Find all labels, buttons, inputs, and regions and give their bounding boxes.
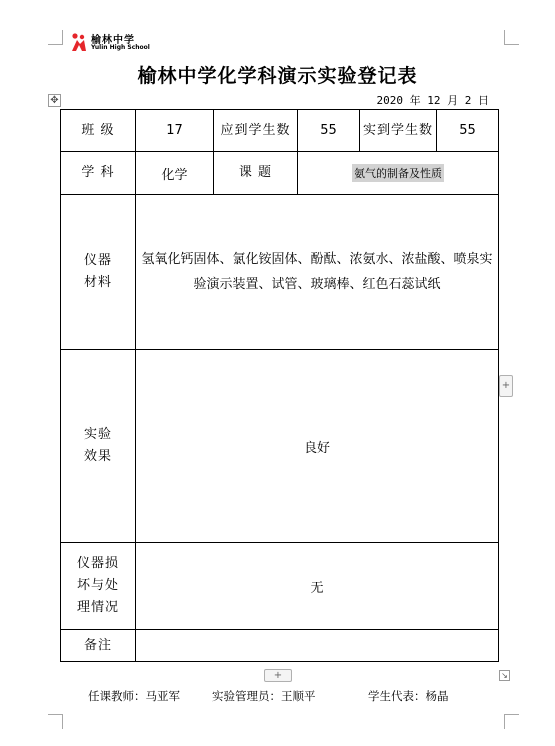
margin-corner-mark — [48, 30, 63, 45]
expected-students-label: 应到学生数 — [214, 110, 298, 152]
damage-value-cell[interactable]: 无 — [136, 543, 499, 630]
margin-corner-mark — [504, 714, 519, 729]
resize-diagonal-icon: ↘ — [501, 671, 508, 680]
table-move-handle[interactable] — [48, 94, 61, 107]
subject-value-cell[interactable]: 化学 — [136, 152, 214, 195]
topic-value: 氨气的制备及性质 — [352, 164, 444, 182]
materials-label — [61, 195, 136, 350]
registration-table — [60, 109, 499, 662]
school-logo — [70, 30, 160, 54]
school-logo-icon — [70, 32, 88, 52]
effect-label-line: 效果 — [83, 449, 112, 464]
remarks-value-cell[interactable] — [136, 630, 499, 662]
plus-icon: + — [501, 380, 511, 391]
materials-value-cell[interactable]: 氢氧化钙固体、氯化铵固体、酚酞、浓氨水、浓盐酸、喷泉实验演示装置、试管、玻璃棒、红色石蕊试纸 — [136, 195, 499, 350]
add-column-button[interactable] — [499, 375, 513, 397]
table-resize-handle[interactable] — [499, 670, 510, 681]
expected-students-value-cell[interactable]: 55 — [298, 110, 360, 152]
add-row-button[interactable] — [264, 669, 292, 682]
table-row-class — [61, 110, 499, 152]
margin-corner-mark — [504, 30, 519, 45]
footer-teacher: 任课教师：马亚军 — [88, 689, 180, 703]
margin-corner-mark — [48, 714, 63, 729]
materials-label-line: 仪器 — [83, 253, 112, 268]
actual-students-label: 实到学生数 — [360, 110, 437, 152]
logo-name-cn: 榆林中学 — [91, 35, 135, 46]
effect-label-line: 实验 — [83, 427, 112, 442]
table-row-subject — [61, 152, 499, 195]
topic-label: 课 题 — [214, 152, 298, 195]
damage-label-line: 理情况 — [76, 600, 119, 615]
table-row-materials — [61, 195, 499, 350]
subject-label: 学 科 — [61, 152, 136, 195]
topic-value-cell[interactable] — [298, 152, 499, 195]
materials-label-line: 材料 — [83, 275, 112, 290]
table-row-remarks — [61, 630, 499, 662]
effect-value-cell[interactable]: 良好 — [136, 350, 499, 543]
effect-label — [61, 350, 136, 543]
remarks-label: 备注 — [61, 630, 136, 662]
registration-date: 2020 年 12 月 2 日 — [376, 94, 489, 107]
table-row-effect — [61, 350, 499, 543]
damage-label-line: 仪器损 — [76, 556, 119, 571]
damage-label — [61, 543, 136, 630]
plus-icon: + — [273, 670, 283, 681]
damage-label-line: 坏与处 — [76, 578, 119, 593]
class-value-cell[interactable]: 17 — [136, 110, 214, 152]
actual-students-value-cell[interactable]: 55 — [437, 110, 499, 152]
footer-student-representative: 学生代表：杨晶 — [368, 689, 449, 703]
class-label: 班 级 — [61, 110, 136, 152]
logo-name-en: Yulin High School — [91, 44, 150, 51]
move-arrows-icon: ✥ — [50, 95, 59, 106]
table-row-damage — [61, 543, 499, 630]
footer-lab-manager: 实验管理员：王顺平 — [212, 689, 316, 703]
document-title: 榆林中学化学科演示实验登记表 — [137, 65, 418, 87]
